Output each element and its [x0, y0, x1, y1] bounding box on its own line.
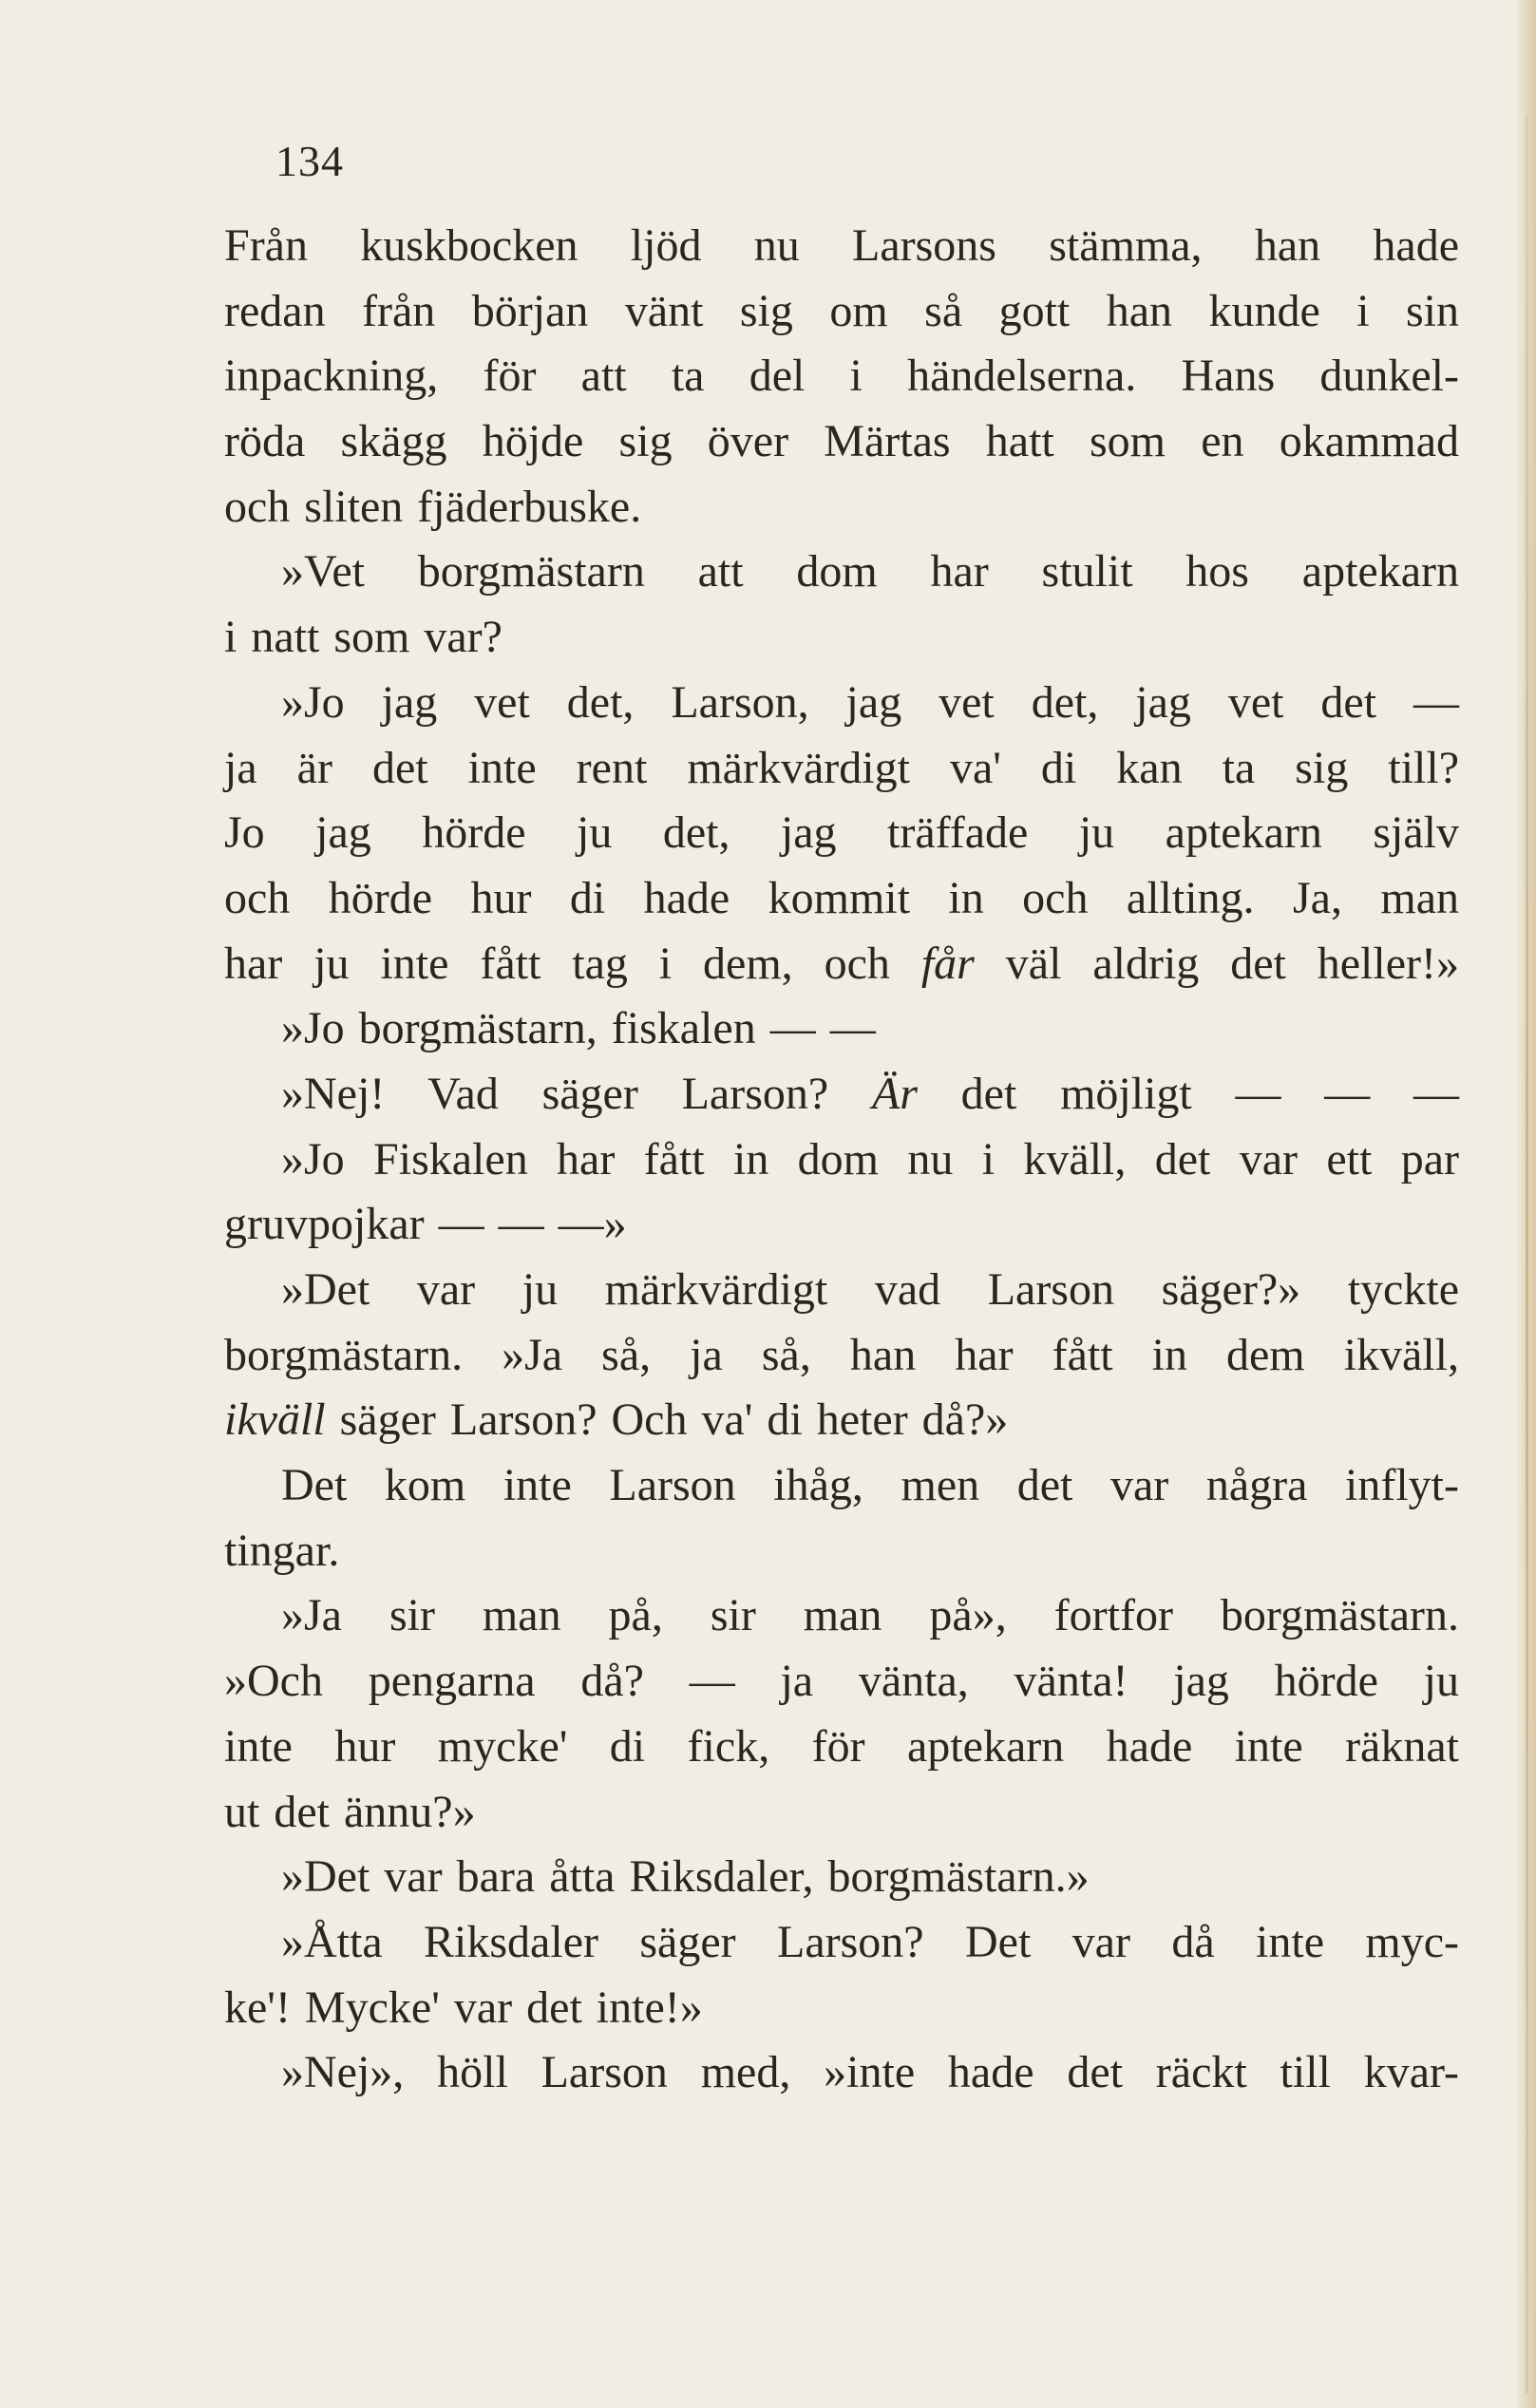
- text-line: och sliten fjäderbuske.: [224, 481, 642, 532]
- text-line: ja är det inte rent märkvärdigt va' di kan ta sig till?: [224, 742, 1459, 793]
- text-segment: det möjligt — — —: [917, 1068, 1459, 1119]
- text-line: [224, 932, 1459, 997]
- text-segment: väl aldrig det heller!»: [974, 938, 1460, 989]
- text-line: »Åtta Riksdaler säger Larson? Det var då inte myc-: [281, 1916, 1459, 1967]
- text-line: gruvpojkar — — —»: [224, 1199, 627, 1250]
- italic-word: får: [920, 938, 975, 989]
- text-line: redan från början vänt sig om så gott han kunde i sin: [224, 285, 1459, 336]
- text-line: »Jo Fiskalen har fått in dom nu i kväll, det var ett par: [281, 1133, 1459, 1185]
- text-line: tingar.: [224, 1525, 340, 1576]
- text-line: »Nej», höll Larson med, »inte hade det räckt till kvar-: [281, 2047, 1459, 2098]
- text-line: »Det var ju märkvärdigt vad Larson säger?» tyckte: [281, 1264, 1459, 1315]
- text-line: »Och pengarna då? — ja vänta, vänta! jag hörde ju: [224, 1656, 1459, 1707]
- italic-word: Är: [871, 1068, 918, 1119]
- text-body: [224, 214, 1459, 2106]
- text-line: inpackning, för att ta del i händelserna. Hans dunkel-: [224, 351, 1459, 402]
- text-segment: har ju inte fått tag i dem, och: [224, 938, 921, 989]
- text-line: [224, 1388, 1459, 1453]
- text-line: Det kom inte Larson ihåg, men det var några inflyt-: [281, 1460, 1459, 1511]
- text-line: Från kuskbocken ljöd nu Larsons stämma, han hade: [224, 220, 1459, 271]
- text-line: ke'! Mycke' var det inte!»: [224, 1981, 703, 2033]
- text-line: Jo jag hörde ju det, jag träffade ju aptekarn själv: [224, 807, 1459, 859]
- page-number: 134: [275, 137, 344, 185]
- text-line: och hörde hur di hade kommit in och allting. Ja, man: [224, 872, 1459, 923]
- text-segment: »Nej! Vad säger Larson?: [281, 1068, 872, 1119]
- text-line: i natt som var?: [224, 612, 503, 663]
- text-line: borgmästarn. »Ja så, ja så, han har fått in dem ikväll,: [224, 1329, 1459, 1380]
- text-line: röda skägg höjde sig över Märtas hatt som en okammad: [224, 416, 1459, 467]
- text-line: »Jo borgmästarn, fiskalen — —: [281, 1003, 876, 1054]
- text-line: ut det ännu?»: [224, 1786, 476, 1837]
- text-line: »Jo jag vet det, Larson, jag vet det, jag vet det —: [281, 676, 1459, 728]
- italic-word: ikväll: [224, 1394, 326, 1446]
- text-line: »Ja sir man på, sir man på», fortfor borgmästarn.: [281, 1590, 1459, 1641]
- text-line: »Det var bara åtta Riksdaler, borgmästarn.»: [281, 1851, 1090, 1903]
- text-line: inte hur mycke' di fick, för aptekarn hade inte räknat: [224, 1720, 1459, 1772]
- text-segment: säger Larson? Och va' di heter då?»: [325, 1394, 1009, 1446]
- page-binding-shadow: [1526, 114, 1528, 2394]
- text-line: [224, 1062, 1459, 1128]
- text-line: »Vet borgmästarn att dom har stulit hos aptekarn: [281, 546, 1459, 597]
